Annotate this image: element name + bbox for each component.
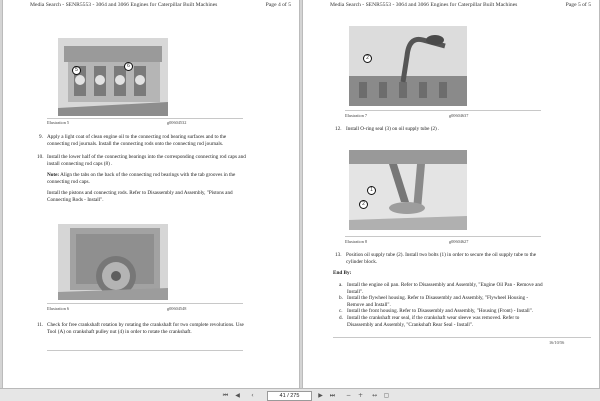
illustration-5-caption: Illustration 5 <box>47 120 70 125</box>
end-by-d-letter: d. <box>339 315 343 321</box>
end-by-b-line-2: Remove and Install". <box>347 301 391 308</box>
step-11-text <box>47 322 295 335</box>
oil-supply-tube-o-ring-drawing <box>349 26 467 106</box>
note-text-line-2: connecting rod caps. <box>47 178 90 185</box>
divider <box>47 350 243 351</box>
end-by-c-text <box>347 308 593 315</box>
step-9-line-1: Apply a light coat of clean engine oil to the connecting rod bearing surfaces and to the <box>47 134 227 140</box>
end-by-c-line-1: Install the front housing. Refer to Disassembly and Assembly, "Housing (Front) - Install". <box>347 308 534 314</box>
step-10-line-1: Install the lower half of the connecting bearings into the corresponding connecting rod caps and <box>47 154 246 160</box>
left-page <box>2 0 300 388</box>
end-by-a-letter: a. <box>339 282 343 288</box>
end-by-c-letter: c. <box>339 308 343 314</box>
fit-page-icon[interactable]: ▢ <box>383 392 390 399</box>
step-11-number: 11. <box>37 322 44 328</box>
end-by-d-text <box>347 315 593 328</box>
end-by-a-line-1: Install the engine oil pan. Refer to Disassembly and Assembly, "Engine Oil Pan - Remove and <box>347 282 543 288</box>
step-13-line-2: cylinder block. <box>346 258 378 265</box>
step-13-number: 13. <box>335 252 342 258</box>
page-number-input[interactable] <box>267 391 312 401</box>
header-page-number: Page 4 of 5 <box>265 2 291 8</box>
step-10-text <box>47 154 295 167</box>
callout-1: 1 <box>367 186 376 195</box>
engine-block-crankshaft-drawing <box>58 38 168 116</box>
step-12-number: 12. <box>335 126 342 132</box>
step-10-number: 10. <box>37 154 44 160</box>
callout-6: 6 <box>124 62 133 71</box>
end-by-a-text <box>347 282 593 295</box>
prev-page-icon[interactable]: ◀ <box>235 392 240 399</box>
end-by-a-line-2: Install". <box>347 288 364 295</box>
zoom-out-icon[interactable]: − <box>345 392 352 399</box>
illustration-5-image <box>58 38 168 116</box>
step-11-line-2: Tool (A) on crankshaft pulley nut (4) in order to rotate the crankshaft. <box>47 328 192 335</box>
header-title: Media Search - SENR5553 - 3064 and 3066 Engines for Caterpillar Built Machines <box>330 2 518 8</box>
install-pistons-paragraph <box>47 190 295 203</box>
step-12-text: Install O-ring seal (3) on oil supply tube (2) . <box>346 126 440 132</box>
install-line-2: Connecting Rods - Install". <box>47 196 104 203</box>
install-line-1: Install the pistons and connecting rods. Refer to Disassembly and Assembly, "Pistons and <box>47 190 233 196</box>
step-13-text <box>346 252 594 265</box>
end-by-b-text <box>347 295 593 308</box>
step-9-line-2: connecting rod journals. Install the connecting rods onto the connecting rod journals. <box>47 140 224 147</box>
divider <box>333 337 591 338</box>
step-10-line-2: install connecting rod caps (8) . <box>47 160 113 167</box>
previous-page-button[interactable]: ‹ <box>251 392 254 399</box>
zoom-in-icon[interactable]: + <box>357 392 364 399</box>
illustration-7-code: g00604637 <box>449 113 469 118</box>
illustration-6-image <box>58 224 168 300</box>
header-page-number: Page 5 of 5 <box>565 2 591 8</box>
header-title: Media Search - SENR5553 - 3064 and 3066 Engines for Caterpillar Built Machines <box>30 2 218 8</box>
divider <box>47 303 243 304</box>
fit-width-icon[interactable]: ↔ <box>371 392 378 399</box>
end-by-d-line-2: Disassembly and Assembly, "Crankshaft Rear Seal - Install". <box>347 321 474 328</box>
first-page-icon[interactable]: ⏮ <box>222 392 229 399</box>
note-paragraph <box>47 172 295 185</box>
illustration-7-caption: Illustration 7 <box>345 113 368 118</box>
divider <box>47 118 243 119</box>
illustration-8-image <box>349 150 467 230</box>
callout-5: 5 <box>72 66 81 75</box>
callout-2: 2 <box>359 200 368 209</box>
illustration-5-code: g00604532 <box>167 120 187 125</box>
step-11-line-1: Check for free crankshaft rotation by rotating the crankshaft for two complete revolutions. Use <box>47 322 244 328</box>
divider <box>345 236 541 237</box>
callout-2: 2 <box>363 54 372 63</box>
end-by-d-line-1: Install the crankshaft rear seal, if the crankshaft wear sleeve was removed. Refer to <box>347 315 520 321</box>
illustration-8-caption: Illustration 8 <box>345 239 368 244</box>
next-page-icon[interactable]: ▶ <box>318 392 323 399</box>
step-13-line-1: Position oil supply tube (2). Install two bolts (1) in order to secure the oil supply tube to the <box>346 252 537 258</box>
divider <box>345 110 541 111</box>
crankshaft-pulley-drawing <box>58 224 168 300</box>
illustration-6-caption: Illustration 6 <box>47 306 70 311</box>
step-9-text <box>47 134 295 147</box>
footer-date: 16/10/56 <box>549 340 565 345</box>
illustration-6-code: g00604548 <box>167 306 187 311</box>
note-text: Align the tabs on the back of the connecting rod bearings with the tab grooves in the <box>60 172 236 178</box>
last-page-icon[interactable]: ⏭ <box>329 392 336 399</box>
end-by-b-letter: b. <box>339 295 343 301</box>
viewer-toolbar <box>0 388 600 401</box>
illustration-8-code: g00604627 <box>449 239 469 244</box>
note-label: Note: <box>47 172 60 178</box>
end-by-heading: End By: <box>333 270 352 276</box>
end-by-b-line-1: Install the flywheel housing. Refer to Disassembly and Assembly, "Flywheel Housing - <box>347 295 529 301</box>
right-page <box>302 0 600 388</box>
step-9-number: 9. <box>39 134 43 140</box>
illustration-7-image <box>349 26 467 106</box>
